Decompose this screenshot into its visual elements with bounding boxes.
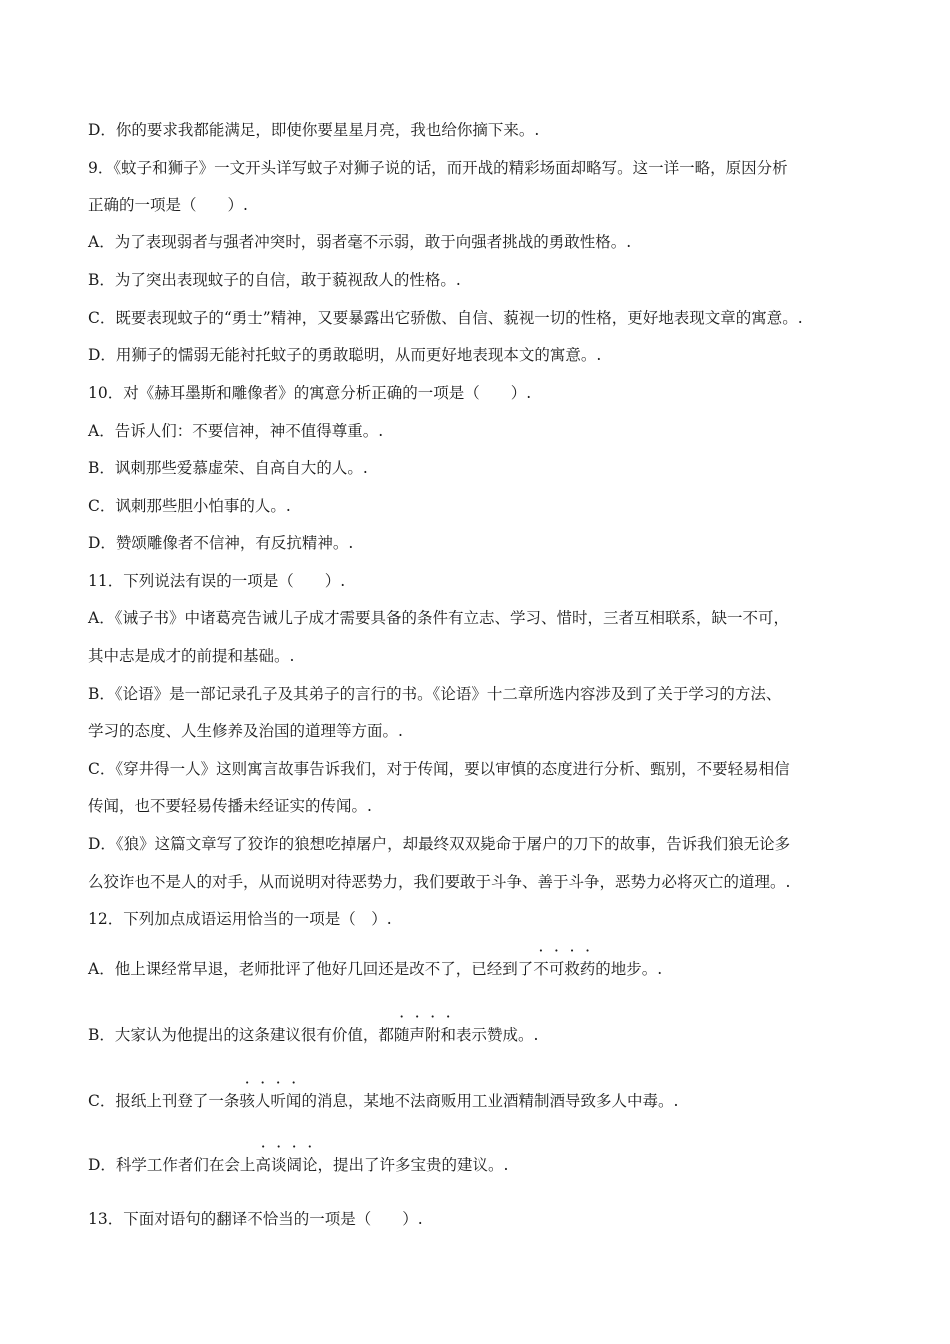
q12-stem: 12．下列加点成语运用恰当的一项是（ ）. bbox=[88, 910, 392, 928]
option-text: 的消息，某地不法商贩用工业酒精制酒导致多人中毒。. bbox=[301, 1092, 679, 1110]
idiom-char: 骇 bbox=[239, 1092, 255, 1110]
q10-stem: 10．对《赫耳墨斯和雕像者》的寓意分析正确的一项是（ ）. bbox=[88, 384, 532, 402]
q12-option-b bbox=[88, 1025, 538, 1045]
q11-option-a-line-2: 其中志是成才的前提和基础。. bbox=[88, 647, 295, 665]
option-text: ，提出了许多宝贵的建议。. bbox=[317, 1156, 509, 1174]
idiom-char: 闻 bbox=[285, 1092, 302, 1110]
dotted-idiom bbox=[255, 1155, 317, 1175]
idiom-char: 声 bbox=[409, 1026, 425, 1044]
q11-option-d-line-1: D．《狼》这篇文章写了狡诈的狼想吃掉屠户，却最终双双毙命于屠户的刀下的故事，告诉我们狼无论多 bbox=[88, 835, 791, 853]
option-text: C．报纸上刊登了一条 bbox=[88, 1092, 240, 1110]
idiom-char: 阔 bbox=[286, 1156, 302, 1174]
idiom-char: 听 bbox=[270, 1092, 286, 1110]
idiom-char: 救 bbox=[564, 960, 580, 978]
q11-option-b-line-2: 学习的态度、人生修养及治国的道理等方面。. bbox=[88, 722, 403, 740]
idiom-char: 高 bbox=[255, 1156, 271, 1174]
q11-option-c-line-1: C．《穿井得一人》这则寓言故事告诉我们，对于传闻，要以审慎的态度进行分析、甄别，不要轻易相信 bbox=[88, 760, 790, 778]
q10-option-b: B．讽刺那些爱慕虚荣、自高自大的人。. bbox=[88, 459, 368, 477]
dotted-idiom bbox=[533, 959, 595, 979]
q9-option-b: B．为了突出表现蚊子的自信，敢于藐视敌人的性格。. bbox=[88, 271, 461, 289]
idiom-char: 附 bbox=[424, 1026, 441, 1044]
option-text: A．他上课经常早退，老师批评了他好几回还是改不了，已经到了 bbox=[88, 960, 534, 978]
q11-option-d-line-2: 么狡诈也不是人的对手，从而说明对待恶势力，我们要敢于斗争、善于斗争，恶势力必将灭亡的道理。. bbox=[88, 873, 791, 891]
q11-stem: 11．下列说法有误的一项是（ ）. bbox=[88, 572, 346, 590]
q9-option-d: D．用狮子的懦弱无能衬托蚊子的勇敢聪明，从而更好地表现本文的寓意。. bbox=[88, 346, 602, 364]
q9-option-a: A．为了表现弱者与强者冲突时，弱者毫不示弱，敢于向强者挑战的勇敢性格。. bbox=[88, 233, 632, 251]
idiom-char: 随 bbox=[393, 1026, 410, 1044]
idiom-char: 谈 bbox=[270, 1156, 287, 1174]
option-text: 表示赞成。. bbox=[455, 1026, 539, 1044]
q10-option-d: D．赞颂雕像者不信神，有反抗精神。. bbox=[88, 534, 354, 552]
idiom-char: 可 bbox=[548, 960, 565, 978]
q11-option-c-line-2: 传闻，也不要轻易传播未经证实的传闻。. bbox=[88, 797, 372, 815]
idiom-char: 人 bbox=[254, 1092, 271, 1110]
q10-option-c: C．讽刺那些胆小怕事的人。. bbox=[88, 497, 291, 515]
q13-stem: 13．下面对语句的翻译不恰当的一项是（ ）. bbox=[88, 1210, 423, 1228]
q12-option-c bbox=[88, 1091, 678, 1111]
q9-option-c: C．既要表现蚊子的“勇士”精神，又要暴露出它骄傲、自信、藐视一切的性格，更好地表现文章的寓意。. bbox=[88, 309, 803, 327]
dotted-idiom bbox=[239, 1091, 301, 1111]
q10-option-a: A．告诉人们：不要信神，神不值得尊重。. bbox=[88, 422, 384, 440]
q12-option-d bbox=[88, 1155, 508, 1175]
dotted-idiom bbox=[394, 1025, 456, 1045]
q11-option-a-line-1: A．《诫子书》中诸葛亮告诫儿子成才需要具备的条件有立志、学习、惜时，三者互相联系，缺一不可， bbox=[88, 609, 789, 627]
option-text: D．科学工作者们在会上 bbox=[88, 1156, 256, 1174]
q9-stem-line-2: 正确的一项是（ ）. bbox=[88, 196, 248, 214]
idiom-char: 不 bbox=[533, 960, 549, 978]
idiom-char: 药 bbox=[579, 960, 596, 978]
q12-option-a bbox=[88, 959, 662, 979]
q8-option-d: D．你的要求我都能满足，即使你要星星月亮，我也给你摘下来。. bbox=[88, 121, 540, 139]
q9-stem-line-1: 9．《蚊子和狮子》一文开头详写蚊子对狮子说的话，而开战的精彩场面却略写。这一详一略，原因分析 bbox=[88, 159, 788, 177]
idiom-char: 论 bbox=[301, 1156, 318, 1174]
q11-option-b-line-1: B．《论语》是一部记录孔子及其弟子的言行的书。《论语》十二章所选内容涉及到了关于学习的方法、 bbox=[88, 685, 782, 703]
idiom-char: 和 bbox=[440, 1026, 456, 1044]
option-text: B．大家认为他提出的这条建议很有价值，都 bbox=[88, 1026, 394, 1044]
option-text: 的地步。. bbox=[595, 960, 663, 978]
